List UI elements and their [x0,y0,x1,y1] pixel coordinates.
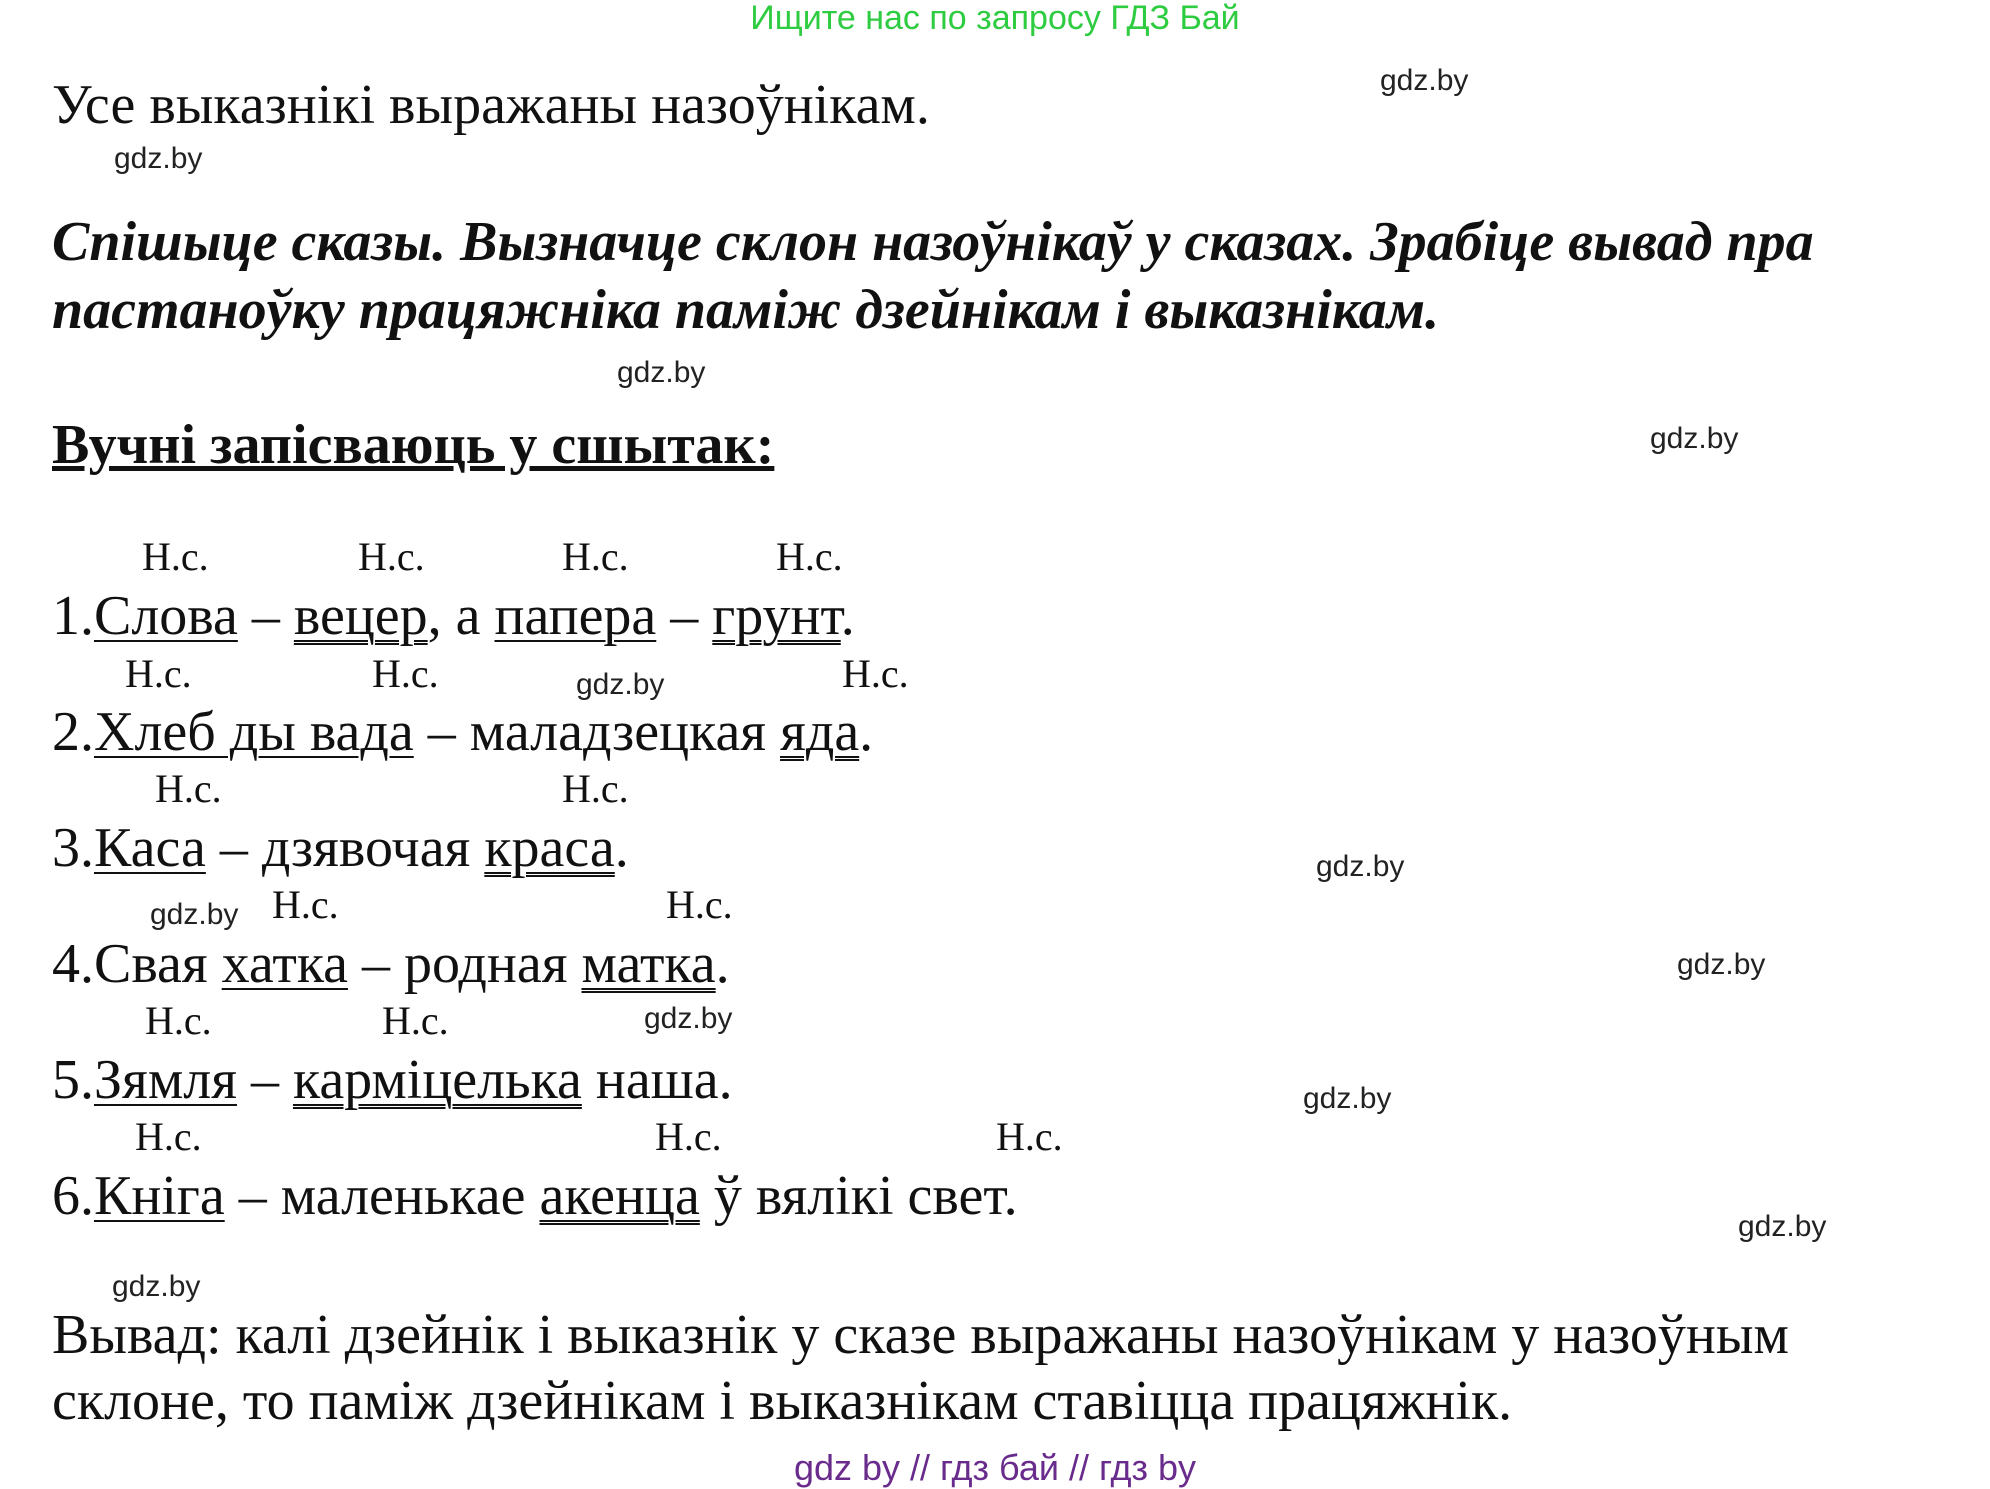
sentence [52,816,629,880]
case-mark: Н.с. [996,1114,1063,1159]
case-mark: Н.с. [382,998,449,1043]
case-mark: Н.с. [842,651,909,696]
subject-word: Слова [94,585,238,647]
case-mark: Н.с. [142,534,209,579]
sentence-text: наша. [581,1049,733,1111]
section-heading: Вучні запісваюць у сшытак: [52,414,775,476]
watermark: gdz.by [1380,64,1469,97]
watermark: gdz.by [576,668,665,701]
predicate-word: вецер [293,585,428,647]
intro-line: Усе выказнікі выражаны назоўнікам. [52,74,930,136]
case-mark: Н.с. [135,1114,202,1159]
watermark: gdz.by [1738,1210,1827,1243]
task-line-2: пастаноўку працяжніка паміж дзейнікам і выказнікам. [52,279,1440,341]
case-mark: Н.с. [666,882,733,927]
watermark: gdz.by [150,898,239,931]
sentence-text: ў вялікі свет. [699,1165,1018,1227]
sentence-number: 4. [52,933,94,995]
sentence [52,700,873,764]
sentence-number: 2. [52,701,94,763]
watermark: gdz.by [1677,948,1766,981]
sentence-text: Свая [94,933,222,995]
sentence-number: 1. [52,585,94,647]
case-mark: Н.с. [358,534,425,579]
sentence [52,932,730,996]
case-mark: Н.с. [776,534,843,579]
watermark: gdz.by [112,1270,201,1303]
case-mark: Н.с. [145,998,212,1043]
task-line-1: Спішыце сказы. Вызначце склон назоўнікаў у сказах. Зрабіце вывад пра [52,211,1814,273]
sentence-text: , а [427,585,495,647]
predicate-word: яда [780,701,860,763]
sentence-text: – [656,585,713,647]
subject-word: Каса [94,817,206,879]
case-mark: Н.с. [372,651,439,696]
footer-links: gdz by // гдз бай // гдз by [793,1447,1197,1488]
predicate-word: краса [484,817,615,879]
case-mark: Н.с. [125,651,192,696]
watermark: gdz.by [644,1002,733,1035]
subject-word: Хлеб ды вада [94,701,414,763]
sentence [52,1048,733,1112]
predicate-word: грунт [712,585,841,647]
watermark: gdz.by [617,356,706,389]
sentence-text: – дзявочая [205,817,485,879]
predicate-word: карміцелька [292,1049,582,1111]
sentence-number: 3. [52,817,94,879]
top-banner: Ищите нас по запросу ГДЗ Бай [750,0,1240,37]
sentence-number: 5. [52,1049,94,1111]
sentence [52,584,855,648]
sentence-text: – маленькае [224,1165,540,1227]
subject-word: Зямля [94,1049,237,1111]
sentence-text: . [715,933,730,995]
watermark: gdz.by [1316,850,1405,883]
subject-word: папера [494,585,657,647]
case-mark: Н.с. [562,766,629,811]
case-mark: Н.с. [272,882,339,927]
watermark: gdz.by [114,142,203,175]
predicate-word: матка [581,933,716,995]
sentence-text: – маладзецкая [413,701,781,763]
watermark: gdz.by [1303,1082,1392,1115]
sentence-text: – [236,1049,293,1111]
predicate-word: акенца [539,1165,700,1227]
subject-word: хатка [221,933,349,995]
sentence [52,1164,1018,1228]
case-mark: Н.с. [655,1114,722,1159]
subject-word: Кніга [94,1165,225,1227]
sentence-text: – [237,585,294,647]
case-mark: Н.с. [155,766,222,811]
watermark: gdz.by [1650,422,1739,455]
sentence-text: . [614,817,629,879]
case-mark: Н.с. [562,534,629,579]
sentence-text: – родная [348,933,582,995]
sentence-text: . [840,585,855,647]
conclusion: Вывад: калі дзейнік і выказнік у сказе выражаны назоўнікам у назоўным склоне, то паміж дзейнікам і выказнікам ставіцца працяжнік. [52,1304,1789,1432]
sentence-text: . [859,701,874,763]
sentence-number: 6. [52,1165,94,1227]
